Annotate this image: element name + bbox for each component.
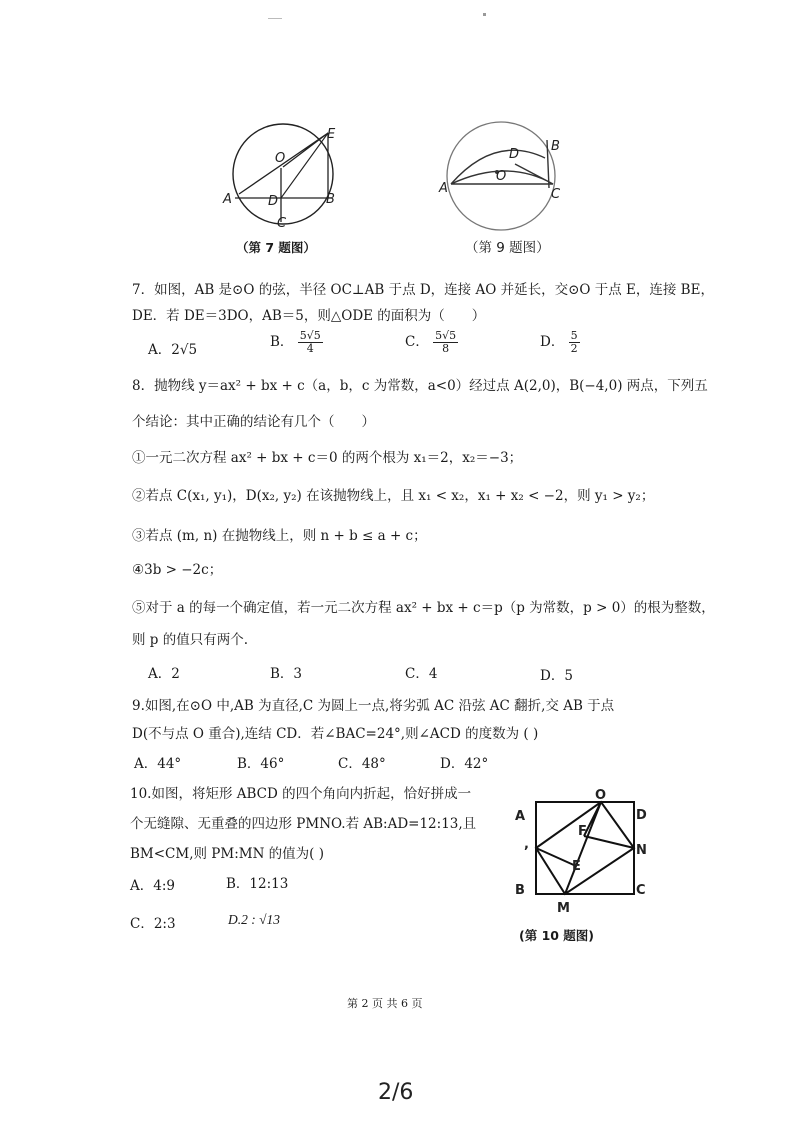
fig10-label: E — [572, 859, 581, 874]
q7-option-d — [540, 330, 580, 355]
figure-7 — [215, 120, 365, 235]
q9-line2: D(不与点 O 重合),连结 CD．若∠BAC=24°,则∠ACD 的度数为 ( ) — [132, 726, 539, 742]
q8-statement-1: ①一元二次方程 ax² + bx + c＝0 的两个根为 x₁＝2，x₂＝−3； — [132, 450, 523, 466]
q7-option-b — [270, 330, 323, 355]
q9-option-a: A．44° — [134, 756, 182, 772]
fig10-caption: (第 10 题图) — [519, 928, 595, 943]
q9-option-c: C．48° — [338, 756, 386, 772]
fraction-numerator: 5√5 — [435, 329, 457, 342]
q10-line2: 个无缝隙、无重叠的四边形 PMNO.若 AB:AD=12:13,且 — [130, 816, 477, 832]
q10-line1: 10.如图，将矩形 ABCD 的四个角向内折起，恰好拼成一 — [130, 786, 472, 802]
fig7-lines — [235, 133, 331, 222]
q7-option-b-label: B． — [270, 334, 294, 350]
fraction-denominator: 2 — [570, 342, 578, 355]
fig7-caption: （第 7 题图） — [236, 240, 316, 255]
q8-line2: 个结论：其中正确的结论有几个（ ） — [132, 414, 375, 430]
fig10-label: B — [515, 883, 525, 898]
fig7-label: D — [268, 194, 279, 209]
fig9-label: A — [439, 181, 448, 196]
fig10-label: C — [636, 883, 646, 898]
q9-option-b: B．46° — [237, 756, 285, 772]
q10-option-c: C．2:3 — [130, 916, 176, 932]
q7-option-b-fraction — [298, 330, 323, 355]
scan-mark — [483, 13, 486, 16]
q8-statement-2: ②若点 C(x₁, y₁)，D(x₂, y₂) 在该抛物线上，且 x₁ < x₂，x₁ + x₂ < −2，则 y₁ > y₂； — [132, 488, 655, 504]
fig7-label: A — [223, 192, 232, 207]
fig10-label: F — [578, 824, 587, 839]
q8-line1: 8．抛物线 y＝ax² + bx + c（a，b，c 为常数，a<0）经过点 A(2,0)，B(−4,0) 两点，下列五 — [132, 378, 708, 394]
q7-option-a-value: 2√5 — [171, 342, 198, 358]
q8-statement-3: ③若点 (m, n) 在抛物线上，则 n + b ≤ a + c； — [132, 528, 427, 544]
q7-option-d-fraction — [569, 330, 580, 355]
q7-option-d-label: D． — [540, 334, 565, 350]
fig7-circle — [233, 124, 333, 224]
fraction-numerator: 5 — [570, 329, 578, 342]
fig10-label: , — [524, 837, 529, 852]
page-footer: 第 2 页 共 6 页 — [347, 997, 423, 1010]
q7-option-c-label: C． — [405, 334, 429, 350]
fig7-lines — [281, 133, 328, 198]
q8-statement-4: ④3b > −2c； — [132, 562, 223, 578]
fraction-denominator: 4 — [306, 342, 314, 355]
q8-option-c: C．4 — [405, 666, 438, 682]
fig9-label: D — [509, 147, 520, 162]
q8-statement-5b: 则 p 的值只有两个. — [132, 632, 249, 648]
q9-line1: 9.如图,在⊙O 中,AB 为直径,C 为圆上一点,将劣弧 AC 沿弦 AC 翻折,交 AB 于点 — [132, 698, 615, 714]
fraction-denominator: 8 — [442, 342, 450, 355]
q7-option-c-fraction — [433, 330, 458, 355]
fig9-label: O — [496, 169, 507, 184]
q7-line1: 7．如图，AB 是⊙O 的弦，半径 OC⊥AB 于点 D，连接 AO 并延长，交⊙O 于点 E，连接 BE， — [132, 282, 714, 298]
fig9-caption: （第 9 题图） — [465, 240, 550, 256]
q7-option-a — [148, 340, 197, 360]
q8-option-a: A．2 — [148, 666, 180, 682]
fig10-lines — [536, 802, 634, 894]
fig9-label: C — [551, 187, 561, 202]
q7-option-a-label: A． — [148, 342, 172, 358]
figure-10 — [510, 788, 660, 948]
q10-option-d: D.2 : √13 — [228, 912, 281, 927]
fig9-label: B — [551, 139, 560, 154]
fig10-label: A — [515, 809, 526, 824]
q8-option-d: D．5 — [540, 668, 573, 684]
q7-option-c — [405, 330, 458, 355]
q7-line2: DE．若 DE＝3DO，AB＝5，则△ODE 的面积为（ ） — [132, 308, 486, 324]
q10-option-a: A．4:9 — [130, 878, 175, 894]
fig7-label: E — [327, 127, 336, 142]
fig10-label: N — [636, 843, 647, 858]
fig7-label: C — [277, 216, 287, 231]
fig10-label: D — [636, 808, 647, 823]
q10-line3: BM<CM,则 PM:MN 的值为( ) — [130, 846, 324, 862]
fraction-numerator: 5√5 — [299, 329, 321, 342]
fig7-label: B — [326, 192, 335, 207]
figure-9 — [435, 118, 575, 236]
q8-option-b: B．3 — [270, 666, 303, 682]
q9-option-d: D．42° — [440, 756, 489, 772]
fig7-label: O — [275, 151, 286, 166]
q8-statement-5a: ⑤对于 a 的每一个确定值，若一元二次方程 ax² + bx + c＝p（p 为常数，p > 0）的根为整数， — [132, 600, 715, 616]
fig10-label: M — [557, 901, 570, 916]
q10-option-b: B．12:13 — [226, 876, 289, 892]
scan-mark — [268, 18, 282, 19]
fig10-label: O — [595, 788, 607, 803]
page-number: 2/6 — [378, 1080, 414, 1105]
